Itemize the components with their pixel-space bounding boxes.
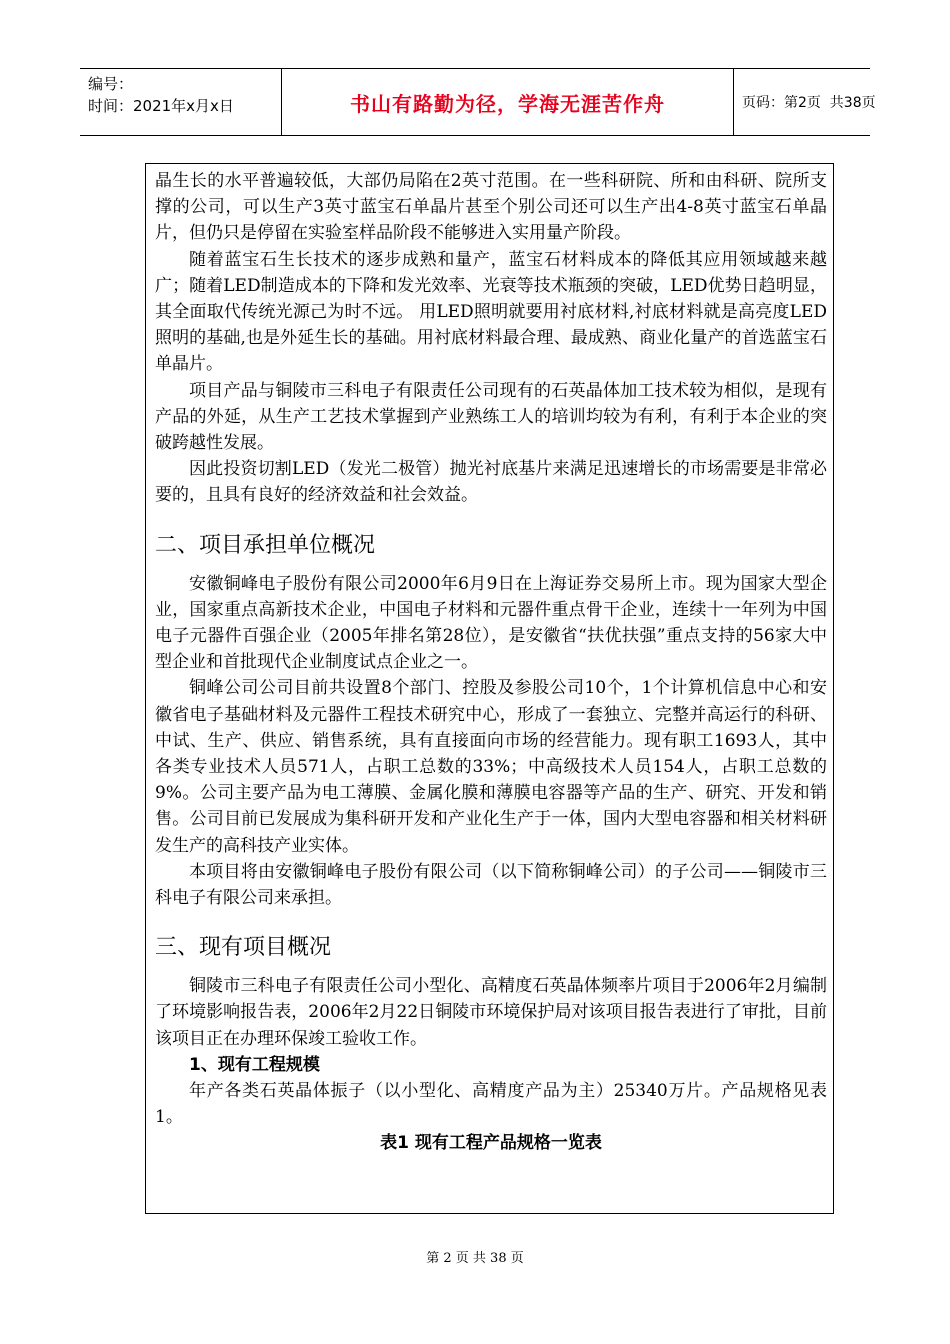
- paragraph-project-undertaker: 本项目将由安徽铜峰电子股份有限公司（以下简称铜峰公司）的子公司——铜陵市三科电子有限公司来承担。: [155, 861, 827, 909]
- paragraph-company-structure: 铜峰公司公司目前共设置8个部门、控股及参股公司10个，1个计算机信息中心和安徽省电子基础材料及元器件工程技术研究中心，形成了一套独立、完整并高运行的科研、中试、生产、供应、销售系统，具有直接面向市场的经营能力。现有职工1693人，其中各类专业技术人员571人，占职工总数的33%；中高级技术人员154人，占职工总数的9%。公司主要产品为电工薄膜、金属化膜和薄膜电容器等产品的生产、研究、开发和销售。公司目前已发展成为集科研开发和产业化生产于一体，国内大型电容器和相关材料研发生产的高科技产业实体。: [155, 678, 827, 856]
- paragraph-intro: 晶生长的水平普遍较低，大部仍局陷在2英寸范围。在一些科研院、所和由科研、院所支撑的公司，可以生产3英寸蓝宝石单晶片甚至个别公司还可以生产出4-8英寸蓝宝石单晶片，但仍只是停留在实验室样品阶段不能够进入实用量产阶段。: [155, 171, 827, 244]
- serial-number-label: 编号：: [88, 75, 134, 93]
- header-motto: 书山有路勤为径，学海无涯苦作舟: [350, 91, 665, 116]
- header-motto-cell: [282, 69, 734, 135]
- paragraph-conclusion: 因此投资切割LED（发光二极管）抛光衬底基片来满足迅速增长的市场需要是非常必要的，且具有良好的经济效益和社会效益。: [155, 459, 827, 506]
- section-2-title: 二、项目承担单位概况: [155, 532, 376, 558]
- paragraph-annual-output: 年产各类石英晶体振子（以小型化、高精度产品为主）25340万片。产品规格见表1。: [155, 1080, 827, 1128]
- paragraph-company-intro: 安徽铜峰电子股份有限公司2000年6月9日在上海证券交易所上市。现为国家大型企业，国家重点高新技术企业，中国电子材料和元器件重点骨干企业，连续十一年列为中国电子元器件百强企业（2005年排名第28位），是安徽省“扶优扶强”重点支持的56家大中型企业和首批现代企业制度试点企业之一。: [155, 573, 827, 673]
- page-footer: 第 2 页 共 38 页: [426, 1251, 524, 1266]
- content-frame: [145, 163, 834, 1214]
- date-line: 时间：2021年x月x日: [88, 97, 234, 115]
- header-page-info-cell: [734, 69, 876, 135]
- paragraph-product-fit: 项目产品与铜陵市三科电子有限责任公司现有的石英晶体加工技术较为相似，是现有产品的外延，从生产工艺技术掌握到产业熟练工人的培训均较为有利，有利于本企业的突破跨越性发展。: [155, 380, 827, 454]
- page-header: [80, 68, 876, 136]
- table-1-caption: 表1 现有工程产品规格一览表: [380, 1133, 602, 1154]
- paragraph-existing-project: 铜陵市三科电子有限责任公司小型化、高精度石英晶体频率片项目于2006年2月编制了环境影响报告表，2006年2月22日铜陵市环境保护局对该项目报告表进行了审批，目前该项目正在办理环保竣工验收工作。: [155, 976, 827, 1049]
- paragraph-led-trend: 随着蓝宝石生长技术的逐步成熟和量产，蓝宝石材料成本的降低其应用领域越来越广；随着LED制造成本的下降和发光效率、光衰等技术瓶颈的突破，LED优势日趋明显，其全面取代传统光源己为时不远。 用LED照明就要用衬底材料,衬底材料就是高亮度LED照明的基础,也是外延生长的基础。用衬底材料最合理、最成熟、商业化量产的首选蓝宝石单晶片。: [155, 249, 827, 375]
- section-3-title: 三、现有项目概况: [155, 935, 332, 961]
- document-body: [155, 168, 827, 1156]
- subsection-existing-scale: 1、现有工程规模: [189, 1054, 320, 1075]
- header-meta: [80, 69, 282, 135]
- header-page-info: 页码：第2页 共38页: [742, 95, 876, 111]
